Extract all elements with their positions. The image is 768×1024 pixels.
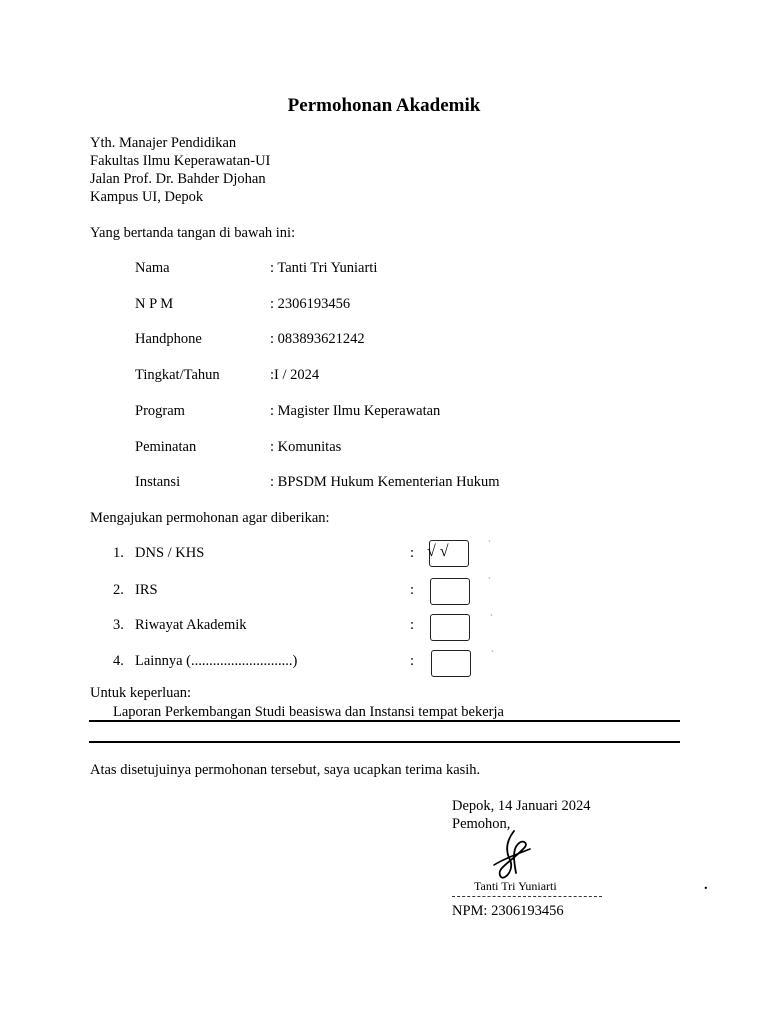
request-colon: :: [410, 617, 415, 633]
field-value-program: : Magister Ilmu Keperawatan: [270, 403, 441, 419]
field-label-peminatan: Peminatan: [135, 439, 197, 455]
field-label-nama: Nama: [135, 260, 170, 276]
request-number: 1.: [113, 545, 124, 561]
request-colon: :: [410, 545, 415, 561]
request-number: 3.: [113, 617, 124, 633]
closing-text: Atas disetujuinya permohonan tersebut, saya ucapkan terima kasih.: [90, 762, 481, 778]
field-label-npm: N P M: [135, 296, 174, 312]
request-label-riwayat-akademik: Riwayat Akademik: [135, 617, 247, 633]
field-label-program: Program: [135, 403, 185, 419]
field-value-instansi: : BPSDM Hukum Kementerian Hukum: [270, 474, 500, 490]
request-label-dns-khs: DNS / KHS: [135, 545, 205, 561]
request-number: 4.: [113, 653, 124, 669]
document-title: Permohonan Akademik: [287, 95, 481, 116]
place-date: Depok, 14 Januari 2024: [452, 798, 591, 814]
stray-mark-icon: `: [488, 539, 491, 549]
purpose-text: Laporan Perkembangan Studi beasiswa dan Instansi tempat bekerja: [113, 704, 504, 720]
signatory-name: Tanti Tri Yuniarti: [474, 879, 557, 893]
stray-dot: .: [704, 877, 708, 893]
checkbox-lainnya[interactable]: [431, 650, 471, 677]
field-label-instansi: Instansi: [135, 474, 181, 490]
applicant-role: Pemohon,: [452, 816, 511, 832]
intro-text: Yang bertanda tangan di bawah ini:: [90, 225, 296, 241]
field-value-peminatan: : Komunitas: [270, 439, 342, 455]
field-value-nama: : Tanti Tri Yuniarti: [270, 260, 378, 276]
checkbox-irs[interactable]: [430, 578, 470, 605]
request-colon: :: [410, 653, 415, 669]
field-label-handphone: Handphone: [135, 331, 202, 347]
purpose-underline: [89, 720, 680, 722]
purpose-label: Untuk keperluan:: [90, 685, 192, 701]
field-value-tingkat: :I / 2024: [270, 367, 320, 383]
recipient-line: Jalan Prof. Dr. Bahder Djohan: [90, 171, 266, 187]
purpose-underline-blank: [89, 741, 680, 743]
field-value-npm: : 2306193456: [270, 296, 351, 312]
request-number: 2.: [113, 582, 124, 598]
checkbox-dns-khs[interactable]: [429, 540, 469, 567]
field-value-handphone: : 083893621242: [270, 331, 365, 347]
recipient-line: Yth. Manajer Pendidikan: [90, 135, 237, 151]
handwritten-signature: [490, 828, 540, 880]
check-mark-icon: √ √: [427, 543, 449, 560]
request-label-irs: IRS: [135, 582, 158, 598]
stray-mark-icon: `: [491, 649, 494, 659]
recipient-line: Kampus UI, Depok: [90, 189, 204, 205]
checkbox-riwayat-akademik[interactable]: [430, 614, 470, 641]
field-label-tingkat: Tingkat/Tahun: [135, 367, 220, 383]
stray-mark-icon: `: [490, 613, 493, 623]
request-colon: :: [410, 582, 415, 598]
request-intro: Mengajukan permohonan agar diberikan:: [90, 510, 330, 526]
signature-dotted-line: [452, 896, 602, 897]
signatory-npm: NPM: 2306193456: [452, 903, 564, 919]
recipient-line: Fakultas Ilmu Keperawatan-UI: [90, 153, 271, 169]
request-label-lainnya: Lainnya (............................): [135, 653, 298, 669]
stray-mark-icon: `: [488, 576, 491, 586]
